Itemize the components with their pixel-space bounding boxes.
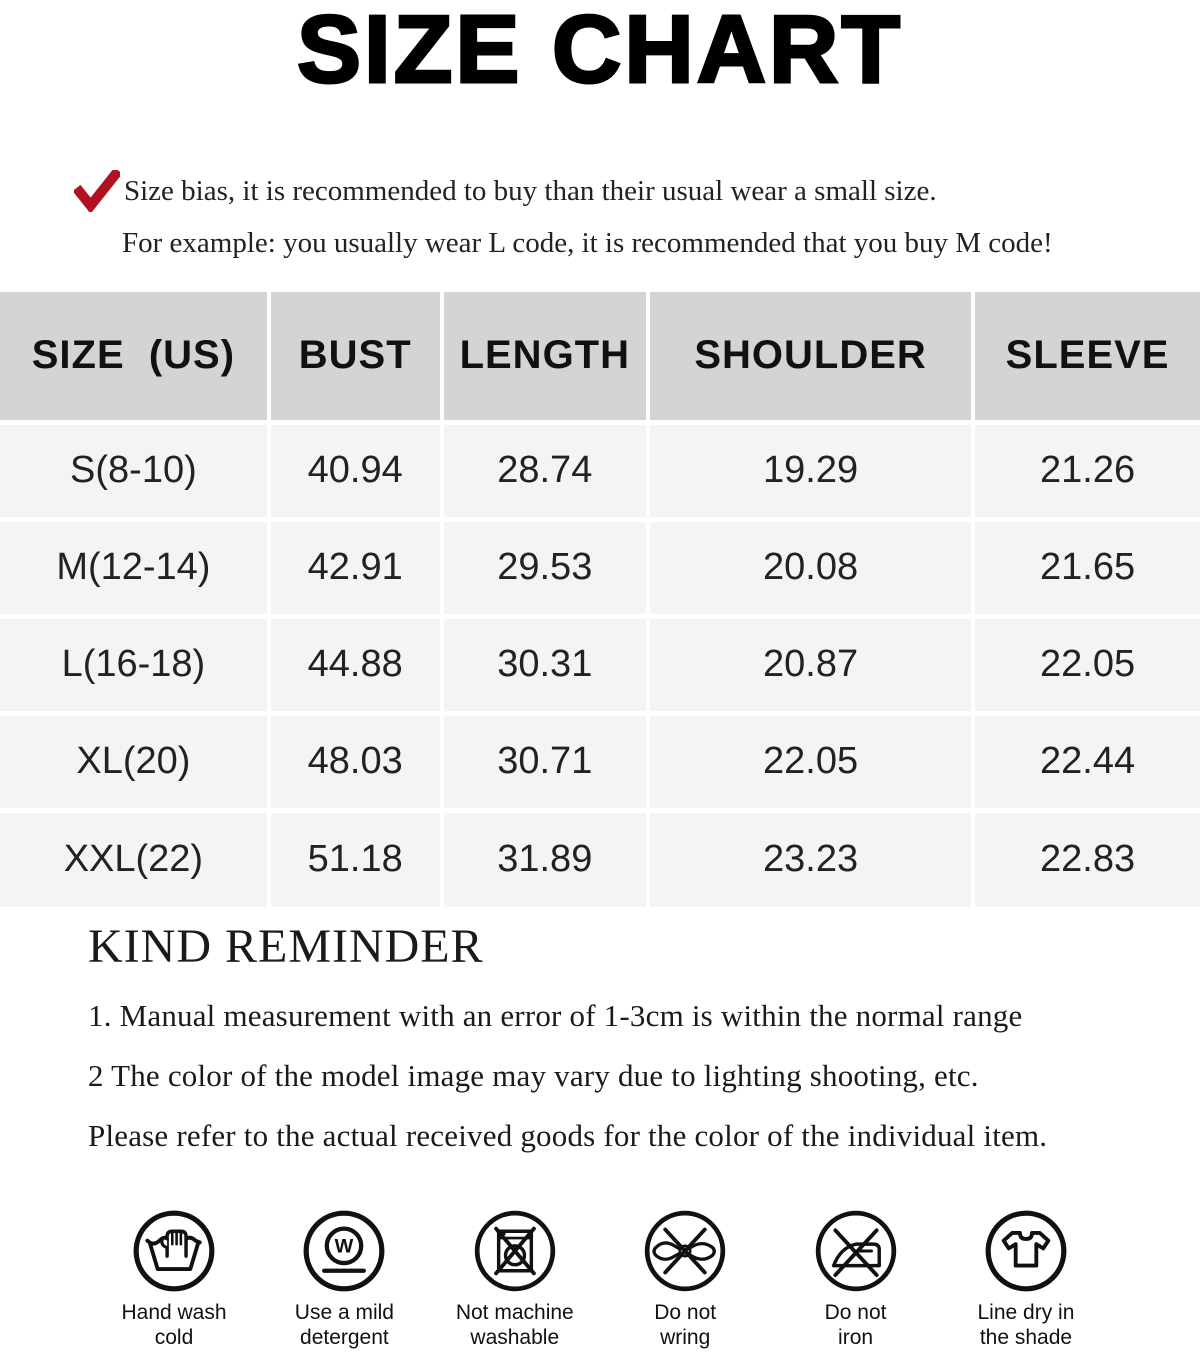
reminder-item-1: 1. Manual measurement with an error of 1-3cm is within the normal range [88, 998, 1023, 1034]
reminder-item-3: Please refer to the actual received goods for the color of the individual item. [88, 1118, 1048, 1154]
mild-detergent-icon [301, 1208, 387, 1294]
table-cell: 31.89 [442, 810, 648, 907]
size-bias-note-line-2: For example: you usually wear L code, it is recommended that you buy M code! [122, 227, 1053, 259]
care-label-line: iron [838, 1326, 874, 1350]
table-cell: 22.05 [973, 616, 1200, 713]
table-cell: XXL(22) [0, 810, 269, 907]
care-label-line: Use a mild [294, 1301, 394, 1325]
table-cell: L(16-18) [0, 616, 269, 713]
table-header-length: LENGTH [442, 292, 648, 422]
do-not-iron-icon [813, 1208, 899, 1294]
size-bias-note-line-1-row [74, 168, 1200, 214]
table-cell: 40.94 [269, 422, 442, 519]
care-label-line: Do not [824, 1301, 887, 1325]
table-cell: 51.18 [269, 810, 442, 907]
care-label [777, 1300, 935, 1350]
no-machine-wash-icon [472, 1208, 558, 1294]
care-instructions-row [95, 1208, 1105, 1350]
care-label-line: cold [154, 1326, 194, 1350]
care-label [436, 1300, 594, 1350]
care-label-line: Line dry in [977, 1301, 1075, 1325]
table-cell: 44.88 [269, 616, 442, 713]
red-checkmark-icon [74, 170, 120, 212]
size-bias-note [74, 168, 1200, 266]
table-row-l [0, 616, 1200, 713]
table-cell: 22.05 [648, 713, 973, 810]
table-cell: 22.44 [973, 713, 1200, 810]
table-header-bust: BUST [269, 292, 442, 422]
care-item-line-dry-shade [947, 1208, 1105, 1350]
table-cell: 21.26 [973, 422, 1200, 519]
table-header-shoulder: SHOULDER [648, 292, 973, 422]
table-row-xl [0, 713, 1200, 810]
do-not-wring-icon [642, 1208, 728, 1294]
table-header-row [0, 292, 1200, 422]
table-header-size: SIZE (US) [0, 292, 269, 422]
care-label-line: Not machine [455, 1301, 574, 1325]
table-cell: 20.87 [648, 616, 973, 713]
table-row-s [0, 422, 1200, 519]
table-cell: 42.91 [269, 519, 442, 616]
table-cell: XL(20) [0, 713, 269, 810]
care-item-no-machine-wash [436, 1208, 594, 1350]
care-label-line: washable [470, 1326, 560, 1350]
table-cell: 21.65 [973, 519, 1200, 616]
table-cell: 19.29 [648, 422, 973, 519]
care-label-line: the shade [979, 1326, 1073, 1350]
care-label [265, 1300, 423, 1350]
care-label [95, 1300, 253, 1350]
table-cell: 23.23 [648, 810, 973, 907]
page-title: SIZE CHART [297, 0, 903, 103]
table-cell: 30.31 [442, 616, 648, 713]
kind-reminder-heading: KIND REMINDER [88, 920, 484, 973]
kind-reminder-section [88, 919, 1200, 1154]
care-label-line: Hand wash [121, 1301, 227, 1325]
table-cell: M(12-14) [0, 519, 269, 616]
care-item-mild-detergent [265, 1208, 423, 1350]
care-label-line: Do not [654, 1301, 717, 1325]
care-label-line: detergent [300, 1326, 389, 1350]
hand-wash-icon [131, 1208, 217, 1294]
table-cell: S(8-10) [0, 422, 269, 519]
table-cell: 30.71 [442, 713, 648, 810]
table-cell: 22.83 [973, 810, 1200, 907]
size-table [0, 292, 1200, 907]
table-cell: 28.74 [442, 422, 648, 519]
care-label [947, 1300, 1105, 1350]
table-cell: 48.03 [269, 713, 442, 810]
table-cell: 29.53 [442, 519, 648, 616]
table-header-sleeve: SLEEVE [973, 292, 1200, 422]
line-dry-shade-icon [983, 1208, 1069, 1294]
care-item-do-not-wring [606, 1208, 764, 1350]
table-row-m [0, 519, 1200, 616]
care-label-line: wring [660, 1326, 711, 1350]
care-item-do-not-iron [777, 1208, 935, 1350]
svg-text:W: W [335, 1235, 354, 1258]
care-label [606, 1300, 764, 1350]
reminder-item-2: 2 The color of the model image may vary due to lighting shooting, etc. [88, 1058, 979, 1094]
care-item-hand-wash [95, 1208, 253, 1350]
size-bias-note-line-1: Size bias, it is recommended to buy than their usual wear a small size. [124, 175, 937, 207]
table-cell: 20.08 [648, 519, 973, 616]
table-row-xxl [0, 810, 1200, 907]
